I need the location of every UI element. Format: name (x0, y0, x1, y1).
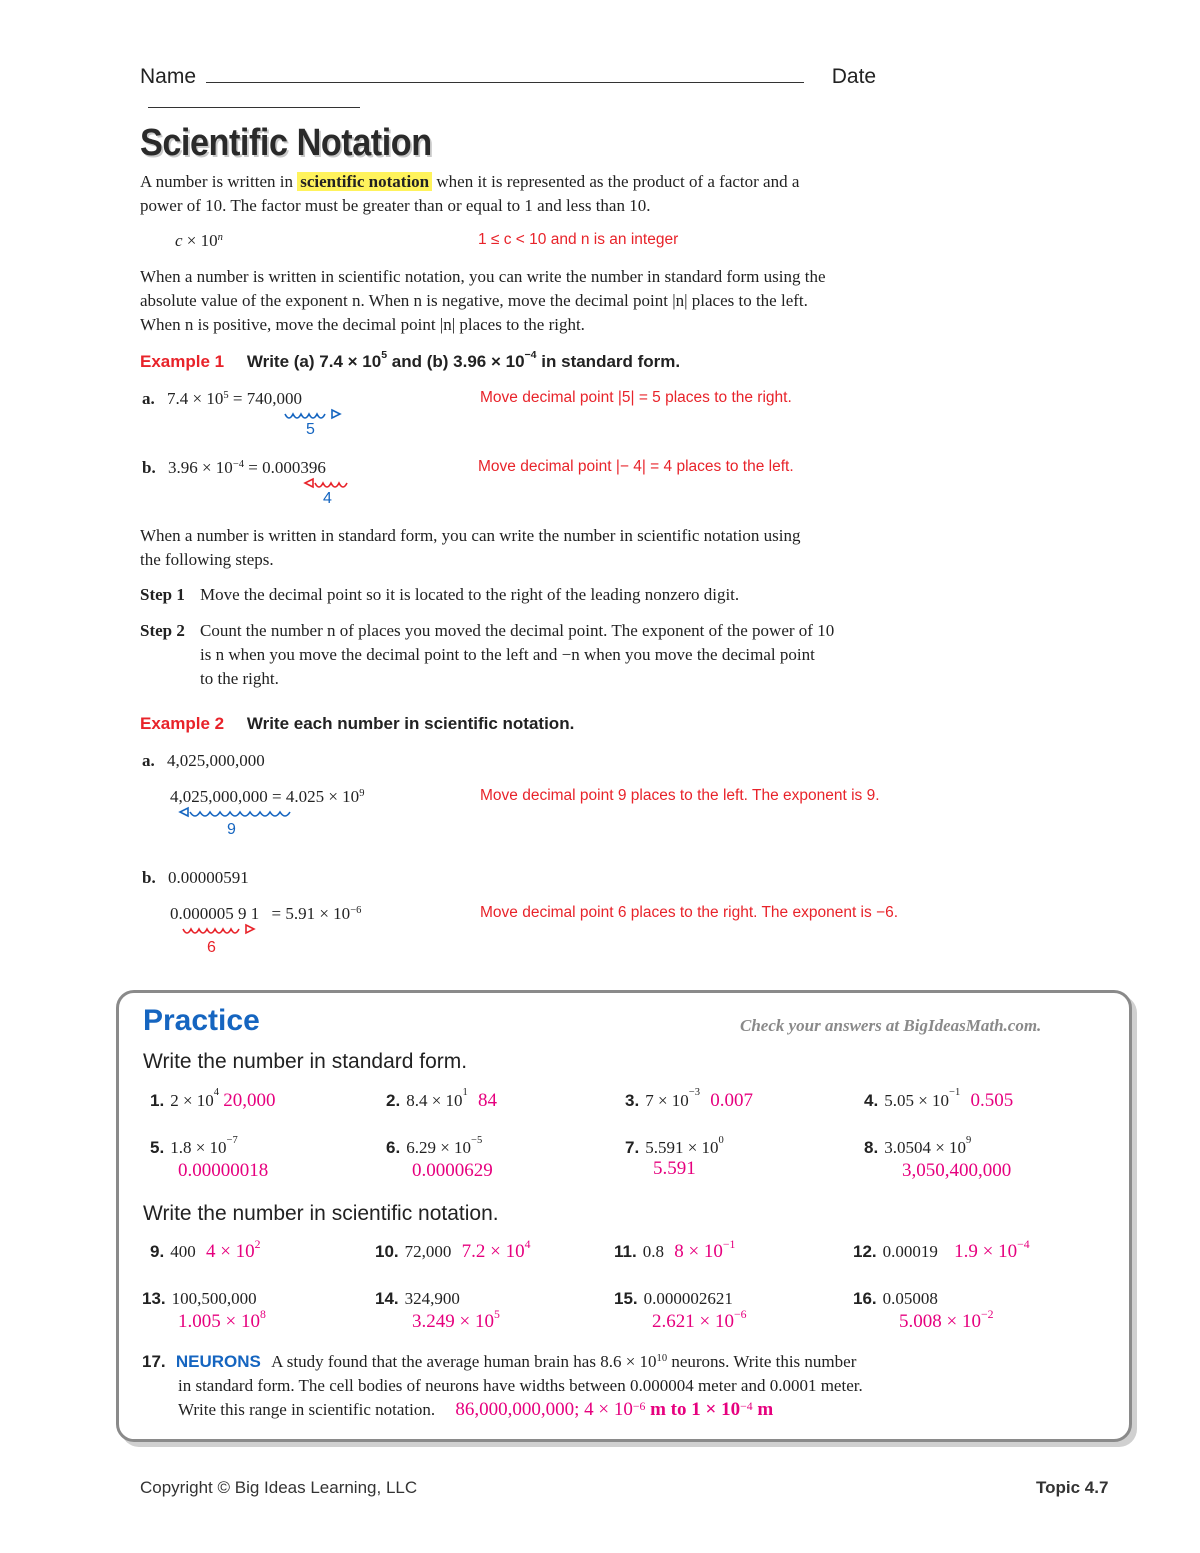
intro-text: when it is represented as the product of a factor and a (436, 172, 800, 191)
part-label: a. (142, 389, 155, 408)
problem-expr: 6.29 × 10 (406, 1138, 472, 1157)
heading-text: Write each number in scientific notation. (246, 714, 575, 733)
name-label: Name (140, 65, 197, 88)
problem-number-value: 0.00019 (882, 1242, 938, 1261)
answer-exp: 2 (254, 1238, 261, 1251)
answer: 8 × 10 (674, 1241, 723, 1262)
paragraph-line: When a number is written in standard form, you can write the number in scientific notation using (140, 526, 801, 545)
problem-15 (614, 1289, 747, 1333)
standard-form-paragraph (140, 265, 1040, 337)
answer: 5.591 (653, 1158, 696, 1179)
practice-title: Practice (143, 1004, 260, 1037)
formula-left (175, 229, 223, 253)
result: = 0.000396 (248, 458, 326, 477)
problem-4 (864, 1087, 1014, 1112)
problem-number-value: 324,900 (404, 1289, 460, 1308)
section-standard-form: Write the number in standard form. (143, 1050, 468, 1073)
answer-exp: −4 (1017, 1238, 1030, 1251)
problem-expr: 8.4 × 10 (406, 1091, 463, 1110)
problem-6 (386, 1135, 493, 1182)
intro-paragraph (140, 170, 1040, 218)
problem-number-value: 400 (170, 1242, 196, 1261)
example2-a-note: Move decimal point 9 places to the left. The exponent is 9. (480, 787, 880, 804)
problem-number: 2. (386, 1091, 401, 1110)
problem-number: 6. (386, 1138, 401, 1157)
problem-expr: 7 × 10 (645, 1091, 689, 1110)
problem-7 (625, 1135, 724, 1180)
problem-5 (150, 1135, 269, 1182)
heading-text: and (b) 3.96 × 10 (391, 352, 525, 371)
problem-keyword: NEURONS (175, 1352, 261, 1371)
answer: 84 (478, 1090, 498, 1111)
problem-number-value: 72,000 (404, 1242, 452, 1261)
heading-text: Write (a) 7.4 × 10 (246, 352, 382, 371)
problem-expr: 5.591 × 10 (645, 1138, 719, 1157)
part-label: b. (142, 868, 156, 887)
answer: 4 × 10 (205, 1241, 255, 1262)
problem-number: 4. (864, 1091, 879, 1110)
intro-text: A number is written in (140, 172, 293, 191)
problem-number: 17. (142, 1352, 166, 1371)
step-1 (140, 583, 1040, 607)
expression: 7.4 × 10 (167, 389, 224, 408)
exponent: 9 (359, 788, 365, 799)
problem-number: 14. (375, 1289, 399, 1308)
problem-12 (853, 1238, 1030, 1263)
step-label: Step 2 (140, 621, 185, 640)
problem-10 (375, 1238, 531, 1263)
problem-number: 9. (150, 1242, 165, 1261)
date-field[interactable] (148, 89, 360, 108)
answer-exp: −4 (740, 1400, 753, 1413)
paragraph-line: the following steps. (140, 550, 274, 569)
intro-text: power of 10. The factor must be greater than or equal to 1 and less than 10. (140, 196, 651, 215)
step-text: to the right. (200, 669, 279, 688)
copyright: Copyright © Big Ideas Learning, LLC (140, 1478, 418, 1497)
problem-number: 1. (150, 1091, 165, 1110)
problem-text: in standard form. The cell bodies of neurons have widths between 0.000004 meter and 0.0001 meter. (178, 1376, 863, 1395)
problem-number: 15. (614, 1289, 638, 1308)
problem-1 (150, 1087, 276, 1112)
name-field[interactable] (206, 64, 804, 83)
answer: 2.621 × 10 (652, 1311, 734, 1332)
scientific-paragraph (140, 524, 1040, 572)
date-label: Date (831, 65, 877, 88)
example1-b-note: Move decimal point |− 4| = 4 places to the left. (478, 458, 794, 475)
answer: 3.249 × 10 (412, 1311, 494, 1332)
example1-a (142, 387, 302, 411)
answer-exp: −6 (632, 1400, 646, 1413)
example-label: Example 2 (140, 714, 225, 733)
problem-number: 3. (625, 1091, 640, 1110)
problem-number-value: 0.8 (642, 1242, 664, 1261)
heading-text: in standard form. (541, 352, 681, 371)
answer: 0.00000018 (178, 1160, 269, 1181)
answer: 0.505 (970, 1090, 1014, 1111)
step-text: Move the decimal point so it is located to the right of the leading nonzero digit. (200, 585, 740, 604)
answer: m (757, 1399, 774, 1420)
example2-b (142, 866, 249, 890)
answer: 0.0000629 (412, 1160, 493, 1181)
problem-number-value: 100,500,000 (171, 1289, 257, 1308)
problem-expr: 1.8 × 10 (170, 1138, 227, 1157)
step-label: Step 1 (140, 585, 185, 604)
answer: 1.9 × 10 (954, 1241, 1018, 1262)
highlighted-term: scientific notation (297, 172, 432, 191)
work: 4,025,000,000 = 4.025 × 10 (170, 787, 360, 806)
answer-exp: −2 (980, 1308, 994, 1321)
part-label: b. (142, 458, 156, 477)
answer: 7.2 × 10 (461, 1241, 525, 1262)
example1-heading (140, 349, 681, 372)
problem-exp: 10 (656, 1353, 668, 1364)
problem-number: 5. (150, 1138, 165, 1157)
problem-expr: 5.05 × 10 (884, 1091, 950, 1110)
problem-17 (142, 1350, 1062, 1422)
exponent: 5 (223, 390, 229, 401)
example2-a-arrow (178, 806, 294, 822)
heading-exp: 5 (381, 349, 388, 361)
example2-b-count: 6 (207, 939, 216, 956)
problem-number-value: 0.05008 (882, 1289, 938, 1308)
check-answers-note: Check your answers at BigIdeasMath.com. (740, 1016, 1042, 1035)
formula-times: × 10 (186, 231, 218, 250)
exponent: −4 (232, 459, 245, 470)
step-text: Count the number n of places you moved the decimal point. The exponent of the power of 10 (200, 621, 835, 640)
problem-number: 12. (853, 1242, 877, 1261)
example2-b-arrow (180, 923, 260, 939)
heading-exp: −4 (524, 349, 537, 361)
problem-2 (386, 1087, 498, 1112)
problem-expr: 2 × 10 (170, 1091, 214, 1110)
problem-number: 7. (625, 1138, 640, 1157)
step-2 (140, 619, 1040, 691)
problem-exp: −5 (471, 1135, 483, 1146)
problem-text: Write this range in scientific notation. (178, 1400, 436, 1419)
problem-number: 10. (375, 1242, 399, 1261)
problem-exp: −3 (688, 1087, 700, 1098)
example1-a-note: Move decimal point |5| = 5 places to the right. (480, 389, 792, 406)
problem-16 (853, 1289, 994, 1333)
problem-number: 16. (853, 1289, 877, 1308)
exponent: −6 (350, 905, 362, 916)
problem-number: 8. (864, 1138, 879, 1157)
problem-exp: 0 (718, 1135, 724, 1146)
problem-13 (142, 1289, 266, 1333)
problem-number: 13. (142, 1289, 166, 1308)
step-text: is n when you move the decimal point to the left and −n when you move the decimal point (200, 645, 815, 664)
expression: 3.96 × 10 (167, 458, 233, 477)
paragraph-line: When n is positive, move the decimal point |n| places to the right. (140, 315, 585, 334)
section-scientific-notation: Write the number in scientific notation. (143, 1202, 499, 1225)
answer: 5.008 × 10 (899, 1311, 981, 1332)
answer-exp: 5 (493, 1308, 500, 1321)
answer: 86,000,000,000; 4 × 10 (455, 1399, 633, 1420)
answer: 0.007 (710, 1090, 753, 1111)
example2-a (142, 749, 265, 773)
example-label: Example 1 (140, 352, 225, 371)
problem-11 (614, 1238, 736, 1263)
work: 0.000005 9 1 (170, 904, 260, 923)
problem-expr: 3.0504 × 10 (884, 1138, 967, 1157)
formula-c: c (175, 231, 183, 250)
example2-heading (140, 714, 574, 734)
problem-9 (150, 1238, 261, 1263)
number: 0.00000591 (167, 868, 249, 887)
answer-exp: 4 (524, 1238, 531, 1251)
paragraph-line: When a number is written in scientific notation, you can write the number in standard form using the (140, 267, 826, 286)
paragraph-line: absolute value of the exponent n. When n is negative, move the decimal point |n| places to the left. (140, 291, 808, 310)
answer-exp: −6 (733, 1308, 747, 1321)
answer: 3,050,400,000 (902, 1160, 1012, 1181)
problem-3 (625, 1087, 753, 1112)
problem-text: A study found that the average human brain has 8.6 × 10 (271, 1352, 657, 1371)
page-title: Scientific Notation (140, 122, 432, 164)
problem-number-value: 0.000002621 (643, 1289, 733, 1308)
work: = 5.91 × 10 (271, 904, 351, 923)
answer: m to 1 × 10 (650, 1399, 741, 1420)
problem-exp: −7 (226, 1135, 238, 1146)
answer-exp: −1 (722, 1238, 736, 1251)
problem-14 (375, 1289, 500, 1333)
example1-a-count: 5 (306, 421, 315, 438)
example1-b (142, 456, 326, 480)
problem-text: neurons. Write this number (671, 1352, 857, 1371)
problem-exp: 9 (966, 1135, 972, 1146)
problem-number: 11. (614, 1242, 637, 1261)
name-date-line (140, 64, 1100, 98)
answer: 1.005 × 10 (178, 1311, 260, 1332)
topic-label: Topic 4.7 (1036, 1478, 1109, 1497)
answer-exp: 8 (259, 1308, 266, 1321)
formula-condition: 1 ≤ c < 10 and n is an integer (478, 231, 679, 248)
problem-exp: 1 (462, 1087, 468, 1098)
problem-exp: −1 (949, 1087, 961, 1098)
answer: 20,000 (223, 1090, 276, 1111)
result: = 740,000 (232, 389, 302, 408)
problem-8 (864, 1135, 1012, 1182)
example1-b-count: 4 (323, 490, 332, 507)
number: 4,025,000,000 (167, 751, 265, 770)
example2-a-count: 9 (227, 821, 236, 838)
part-label: a. (142, 751, 155, 770)
problem-exp: 4 (213, 1087, 220, 1098)
example2-b-note: Move decimal point 6 places to the right. The exponent is −6. (480, 904, 899, 921)
formula-exponent: n (217, 232, 223, 243)
